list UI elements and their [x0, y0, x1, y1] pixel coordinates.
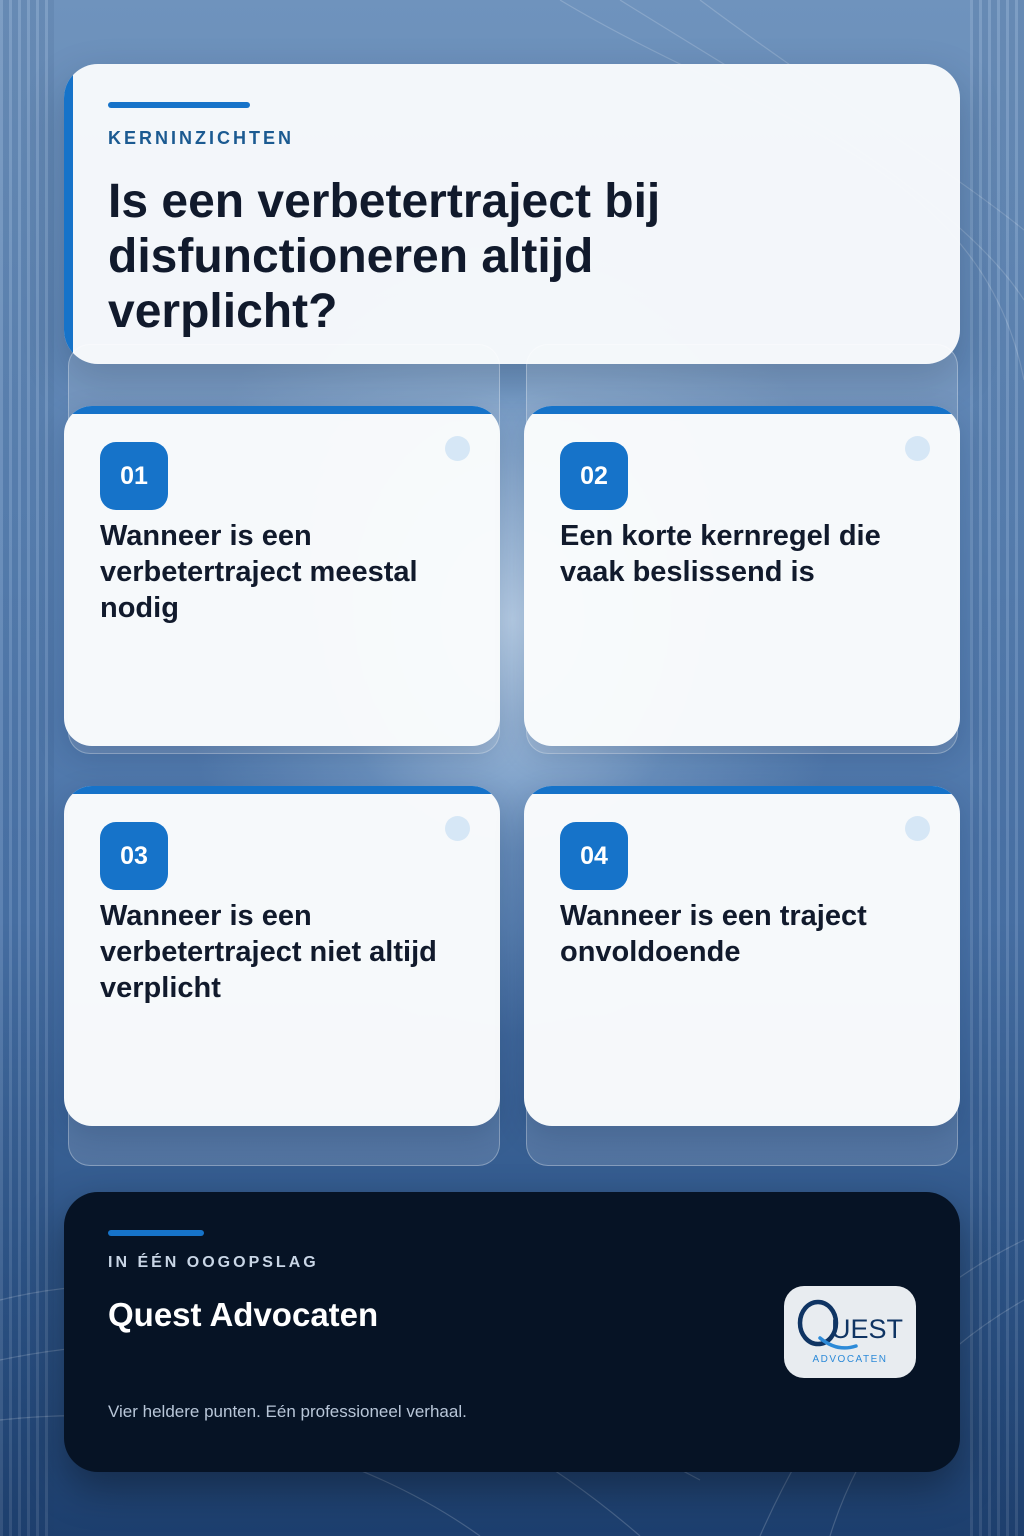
card-accent-bar: [64, 786, 500, 794]
footer-accent-line: [108, 1230, 204, 1236]
card-dot-icon: [445, 816, 470, 841]
card-number-badge: 01: [100, 442, 168, 510]
card-accent-bar: [524, 406, 960, 414]
column-right-decoration: [970, 0, 1024, 1536]
insight-card-1: [64, 406, 500, 746]
card-dot-icon: [905, 816, 930, 841]
page-title: Is een verbetertraject bij disfunctioneren altijd verplicht?: [108, 175, 661, 338]
header-eyebrow: KERNINZICHTEN: [108, 128, 294, 148]
card-number-badge: 03: [100, 822, 168, 890]
card-dot-icon: [905, 436, 930, 461]
card-dot-icon: [445, 436, 470, 461]
insight-card-3: [64, 786, 500, 1126]
card-accent-bar: [64, 406, 500, 414]
header-accent-bar: [64, 64, 73, 364]
card-text: Wanneer is een traject onvoldoende: [560, 900, 867, 968]
footer-eyebrow: IN ÉÉN OOGOPSLAG: [108, 1254, 319, 1271]
insight-card-4: [524, 786, 960, 1126]
logo-mark-icon: [784, 1286, 916, 1378]
card-text: Wanneer is een verbetertraject niet altijd verplicht: [100, 900, 437, 1004]
insight-card-2: [524, 406, 960, 746]
header-accent-line: [108, 102, 250, 108]
card-text: Wanneer is een verbetertraject meestal nodig: [100, 520, 418, 624]
footer-title: Quest Advocaten: [108, 1296, 379, 1333]
card-number-badge: 04: [560, 822, 628, 890]
logo-wordmark: UEST: [831, 1314, 904, 1344]
column-left-decoration: [0, 0, 54, 1536]
footer-tagline: Vier heldere punten. Eén professioneel verhaal.: [108, 1402, 467, 1421]
card-number-badge: 02: [560, 442, 628, 510]
card-text: Een korte kernregel die vaak beslissend is: [560, 520, 881, 588]
card-accent-bar: [524, 786, 960, 794]
footer-panel: [64, 1192, 960, 1472]
header-card: [64, 64, 960, 364]
quest-logo: [784, 1286, 916, 1378]
logo-subtext: ADVOCATEN: [812, 1354, 888, 1365]
